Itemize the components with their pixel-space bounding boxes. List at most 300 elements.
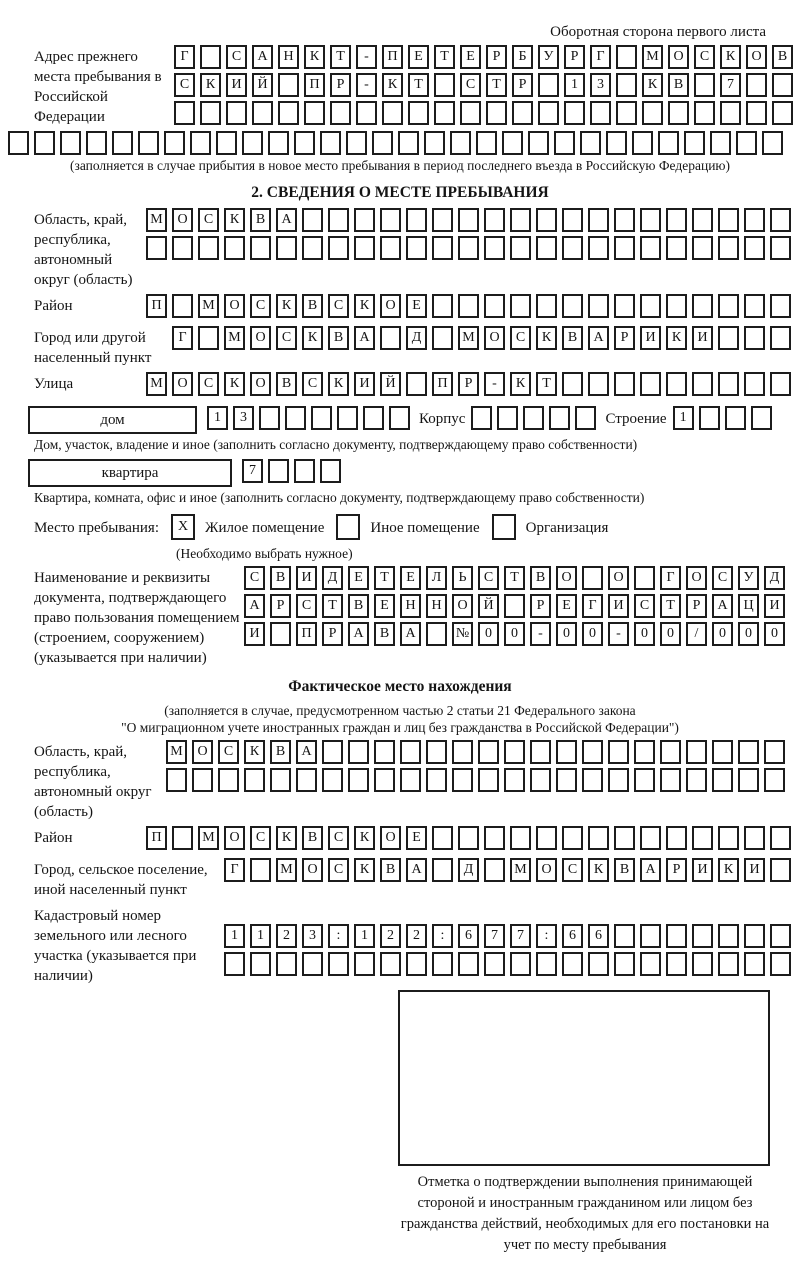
char-cell: К [666,326,687,350]
char-cell [736,131,757,155]
char-cell [658,131,679,155]
char-cell: О [380,826,401,850]
char-cell: Е [348,566,369,590]
char-cell: В [374,622,395,646]
char-cell [744,372,765,396]
actual-city-label: Город, сельское поселение, иной населенный пункт [34,862,208,898]
char-cell [718,236,739,260]
char-cell: : [536,924,557,948]
char-cell: В [614,858,635,882]
char-cell: О [224,294,245,318]
prev-address-rows [174,45,798,129]
char-cell: М [510,858,531,882]
char-cell: В [772,45,793,69]
actual-district-label: Район [34,830,73,846]
char-cell [640,208,661,232]
char-cell [374,768,395,792]
char-cell: К [718,858,739,882]
char-cell [328,952,349,976]
char-cell: В [270,740,291,764]
char-cell [363,406,384,430]
char-cell [200,45,221,69]
char-cell: О [484,326,505,350]
char-cell: Е [406,294,427,318]
char-cell: Ц [738,594,759,618]
apartment-number-row [242,459,346,483]
char-cell [744,294,765,318]
char-cell [549,406,570,430]
char-cell: Т [330,45,351,69]
char-cell [692,372,713,396]
char-cell: 2 [406,924,427,948]
char-cell [770,952,791,976]
char-cell: В [348,594,369,618]
char-cell: 7 [720,73,741,97]
char-cell [190,131,211,155]
char-cell [320,459,341,483]
actual-city-row [224,858,796,882]
char-cell: 6 [588,924,609,948]
char-cell: В [302,826,323,850]
char-cell [200,101,221,125]
char-cell [718,208,739,232]
char-cell [320,131,341,155]
korpus-label: Корпус [419,411,466,427]
char-cell: Н [278,45,299,69]
stamp-caption: Отметка о подтверждении выполнения принимающей стороной и иностранным гражданином или лицом без гражданства действий, необходимых для его постановки на учет по месту пребывания [400,1174,770,1253]
char-cell: А [400,622,421,646]
char-cell [452,740,473,764]
char-cell [60,131,81,155]
char-cell: О [746,45,767,69]
checkbox-organization [492,514,516,540]
char-cell: А [406,858,427,882]
char-cell [640,826,661,850]
char-cell [398,131,419,155]
char-cell [512,101,533,125]
char-cell: / [686,622,707,646]
char-cell [616,45,637,69]
char-cell [296,768,317,792]
cadastral-rows [224,924,796,980]
char-cell [718,924,739,948]
prev-address-row-1 [174,45,798,69]
char-cell [268,131,289,155]
char-cell [380,952,401,976]
char-cell: Е [374,594,395,618]
char-cell [770,924,791,948]
char-cell: К [224,208,245,232]
char-cell [146,236,167,260]
char-cell [692,208,713,232]
char-cell [720,101,741,125]
char-cell: А [354,326,375,350]
char-cell [554,131,575,155]
char-cell: Р [458,372,479,396]
char-cell: Т [504,566,525,590]
char-cell [668,101,689,125]
char-cell [400,740,421,764]
cadastral-row-2 [224,952,796,976]
char-cell [510,952,531,976]
char-cell: 6 [458,924,479,948]
char-cell: И [226,73,247,97]
char-cell [694,101,715,125]
char-cell: И [640,326,661,350]
char-cell [575,406,596,430]
char-cell: О [380,294,401,318]
char-cell: С [276,326,297,350]
char-cell [770,858,791,882]
char-cell: С [460,73,481,97]
char-cell [744,326,765,350]
char-cell: Н [426,594,447,618]
char-cell: О [192,740,213,764]
char-cell [770,208,791,232]
char-cell: Е [408,45,429,69]
char-cell: Г [590,45,611,69]
char-cell: Н [400,594,421,618]
char-cell [562,208,583,232]
char-cell [640,952,661,976]
char-cell [590,101,611,125]
stroenie-row [673,406,777,430]
char-cell: С [226,45,247,69]
char-cell [614,208,635,232]
char-cell: 7 [242,459,263,483]
char-cell [322,740,343,764]
char-cell: 0 [712,622,733,646]
stay-type-note: (Необходимо выбрать нужное) [176,546,353,561]
char-cell [432,326,453,350]
char-cell: - [484,372,505,396]
char-cell [536,208,557,232]
char-cell: О [608,566,629,590]
char-cell [510,208,531,232]
char-cell: Т [434,45,455,69]
char-cell [660,740,681,764]
char-cell [172,826,193,850]
char-cell [348,740,369,764]
char-cell: Г [582,594,603,618]
char-cell: Г [172,326,193,350]
char-cell [424,131,445,155]
char-cell [666,924,687,948]
char-cell: К [642,73,663,97]
char-cell: К [224,372,245,396]
house-number-row [207,406,415,430]
char-cell [564,101,585,125]
char-cell [458,208,479,232]
char-cell: М [224,326,245,350]
char-cell: - [608,622,629,646]
document-field [6,566,794,668]
char-cell [406,952,427,976]
char-cell: М [166,740,187,764]
char-cell: В [380,858,401,882]
char-cell: 0 [764,622,785,646]
char-cell [356,101,377,125]
district-field [6,294,794,322]
char-cell [226,101,247,125]
char-cell: С [174,73,195,97]
char-cell: Д [458,858,479,882]
char-cell [250,858,271,882]
char-cell [374,740,395,764]
char-cell [770,326,791,350]
char-cell: В [328,326,349,350]
char-cell: 1 [354,924,375,948]
char-cell [588,826,609,850]
char-cell [372,131,393,155]
char-cell [692,952,713,976]
char-cell: Р [330,73,351,97]
char-cell [772,101,793,125]
char-cell [666,294,687,318]
region-rows [146,208,796,264]
char-cell [86,131,107,155]
char-cell: К [354,858,375,882]
checkbox-residential: X [171,514,195,540]
house-field [28,406,794,434]
char-cell [406,236,427,260]
char-cell: 0 [556,622,577,646]
char-cell [380,236,401,260]
char-cell: К [302,326,323,350]
char-cell: У [538,45,559,69]
district-row [146,294,796,318]
char-cell [588,294,609,318]
char-cell: Ь [452,566,473,590]
char-cell: Т [322,594,343,618]
char-cell: Г [174,45,195,69]
char-cell: П [432,372,453,396]
char-cell: Д [406,326,427,350]
char-cell [614,924,635,948]
section2-title: 2. СВЕДЕНИЯ О МЕСТЕ ПРЕБЫВАНИЯ [251,184,549,201]
char-cell [699,406,720,430]
char-cell: Е [406,826,427,850]
document-row-2 [244,594,790,618]
char-cell [497,406,518,430]
prev-address-note: (заполняется в случае прибытия в новое место пребывания в период последнего въезда в Российскую Федерацию) [69,158,731,173]
char-cell: И [354,372,375,396]
char-cell: 2 [380,924,401,948]
char-cell: С [478,566,499,590]
char-cell [354,236,375,260]
char-cell [710,131,731,155]
char-cell [432,826,453,850]
actual-district-field [6,826,794,854]
char-cell [530,740,551,764]
actual-location-note-2: "О миграционном учете иностранных граждан и лиц без гражданства в Российской Федерации") [121,720,679,735]
char-cell [504,768,525,792]
actual-location-note-1: (заполняется в случае, предусмотренном частью 2 статьи 21 Федерального закона [164,703,636,718]
char-cell [328,236,349,260]
char-cell [770,826,791,850]
char-cell: Д [764,566,785,590]
char-cell [660,768,681,792]
char-cell [746,101,767,125]
char-cell [772,73,793,97]
char-cell: Т [486,73,507,97]
char-cell [400,768,421,792]
char-cell [34,131,55,155]
char-cell: С [694,45,715,69]
char-cell [614,236,635,260]
stamp-box [398,990,770,1166]
char-cell: 2 [276,924,297,948]
document-row-1 [244,566,790,590]
char-cell [582,740,603,764]
char-cell: 1 [207,406,228,430]
char-cell [268,459,289,483]
char-cell [224,952,245,976]
char-cell: И [296,566,317,590]
char-cell: С [510,326,531,350]
char-cell: К [244,740,265,764]
char-cell [588,372,609,396]
char-cell [744,208,765,232]
char-cell [478,740,499,764]
document-label: Наименование и реквизиты документа, подтверждающего право пользования помещением (строением, сооружением) (указывается при наличии) [34,570,240,666]
char-cell [302,236,323,260]
char-cell [718,326,739,350]
char-cell: С [328,826,349,850]
char-cell [192,768,213,792]
char-cell [588,236,609,260]
char-cell: С [712,566,733,590]
char-cell: А [244,594,265,618]
char-cell [484,952,505,976]
char-cell: К [328,372,349,396]
char-cell [354,208,375,232]
char-cell: М [458,326,479,350]
char-cell [504,740,525,764]
char-cell: С [328,858,349,882]
char-cell: В [250,208,271,232]
char-cell: И [744,858,765,882]
char-cell [712,740,733,764]
char-cell [406,208,427,232]
char-cell [632,131,653,155]
char-cell [426,768,447,792]
char-cell: О [250,372,271,396]
street-row [146,372,796,396]
char-cell: Р [512,73,533,97]
char-cell: П [304,73,325,97]
char-cell [666,952,687,976]
char-cell [684,131,705,155]
char-cell [452,768,473,792]
char-cell [426,740,447,764]
char-cell [484,826,505,850]
char-cell [764,740,785,764]
korpus-row [471,406,601,430]
char-cell: Г [660,566,681,590]
char-cell: 7 [484,924,505,948]
char-cell [328,208,349,232]
actual-region-row-2 [166,768,790,792]
char-cell: Т [408,73,429,97]
cadastral-label: Кадастровый номер земельного или лесного участка (указывается при наличии) [34,908,197,984]
char-cell [380,208,401,232]
char-cell: О [452,594,473,618]
char-cell: О [686,566,707,590]
char-cell: 7 [510,924,531,948]
char-cell: Е [400,566,421,590]
actual-region-row-1 [166,740,790,764]
char-cell: М [276,858,297,882]
char-cell: А [712,594,733,618]
char-cell [562,826,583,850]
page-side-note: Оборотная сторона первого листа [550,24,766,40]
char-cell: С [250,294,271,318]
char-cell [666,372,687,396]
char-cell [242,131,263,155]
char-cell [270,768,291,792]
char-cell: Б [512,45,533,69]
char-cell [484,236,505,260]
char-cell [523,406,544,430]
char-cell [666,236,687,260]
char-cell: № [452,622,473,646]
char-cell: В [668,73,689,97]
char-cell: И [244,622,265,646]
apartment-note: Квартира, комната, офис и иное (заполнить согласно документу, подтверждающему право собственности) [34,490,645,505]
actual-region-field [6,740,794,822]
char-cell [337,406,358,430]
char-cell [311,406,332,430]
char-cell [354,952,375,976]
char-cell: С [634,594,655,618]
char-cell [502,131,523,155]
char-cell [640,372,661,396]
char-cell [666,208,687,232]
char-cell [486,101,507,125]
char-cell [712,768,733,792]
char-cell: Д [322,566,343,590]
char-cell [642,101,663,125]
char-cell: М [146,208,167,232]
char-cell: Р [666,858,687,882]
char-cell [510,826,531,850]
char-cell: А [588,326,609,350]
char-cell [478,768,499,792]
char-cell [460,101,481,125]
char-cell [536,294,557,318]
char-cell [198,326,219,350]
char-cell [432,208,453,232]
house-note: Дом, участок, владение и иное (заполнить согласно документу, подтверждающему право собственности) [34,437,638,452]
char-cell: 1 [224,924,245,948]
house-type-box: дом [28,406,197,434]
char-cell: 6 [562,924,583,948]
char-cell [744,826,765,850]
char-cell [556,740,577,764]
char-cell: А [252,45,273,69]
char-cell [718,372,739,396]
prev-address-overflow-row [8,131,794,155]
char-cell: 0 [582,622,603,646]
char-cell [536,952,557,976]
char-cell: М [198,294,219,318]
char-cell: : [328,924,349,948]
char-cell [718,294,739,318]
option-other-premises-label: Иное помещение [370,520,480,536]
stamp-area [398,990,772,1256]
char-cell [718,952,739,976]
